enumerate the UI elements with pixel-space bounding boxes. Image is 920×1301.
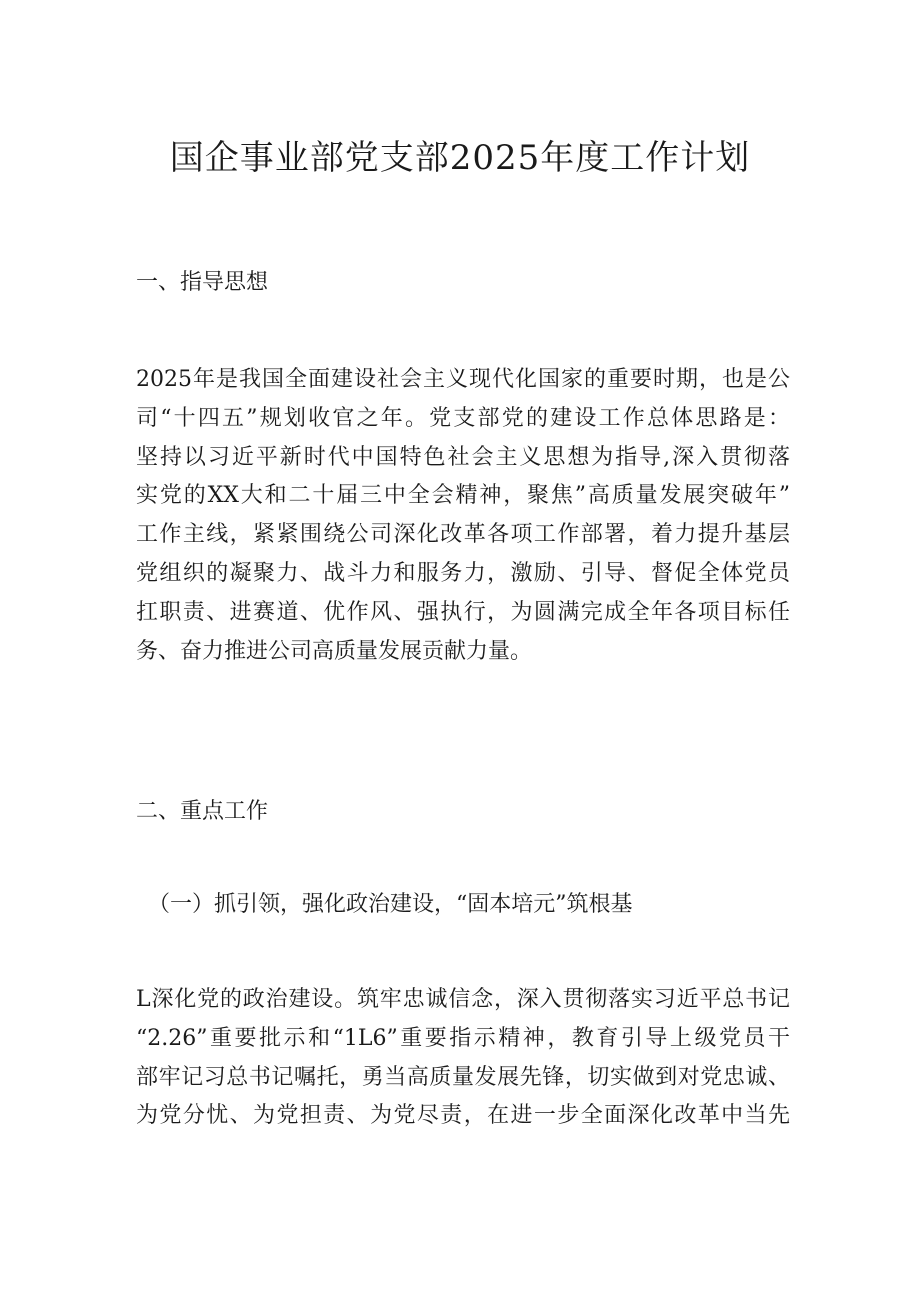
document-title: 国企事业部党支部2025年度工作计划 — [169, 138, 751, 178]
paragraph-line: 党组织的凝聚力、战斗力和服务力，激励、引导、督促全体党员 — [136, 560, 790, 586]
paragraph-line: 扛职责、进赛道、优作风、强执行，为圆满完成全年各项目标任 — [136, 599, 790, 625]
paragraph-line: 坚持以习近平新时代中国特色社会主义思想为指导,深入贯彻落 — [136, 444, 790, 470]
paragraph-line: 部牢记习总书记嘱托，勇当高质量发展先锋，切实做到对党忠诚、 — [136, 1064, 790, 1090]
paragraph-line: 务、奋力推进公司高质量发展贡献力量。 — [136, 638, 533, 664]
paragraph-line: 为党分忧、为党担责、为党尽责，在进一步全面深化改革中当先 — [136, 1103, 790, 1129]
paragraph-line: 2025年是我国全面建设社会主义现代化国家的重要时期，也是公 — [136, 367, 790, 392]
paragraph-line: L深化党的政治建设。筑牢忠诚信念，深入贯彻落实习近平总书记 — [136, 987, 790, 1012]
paragraph-guiding-ideology — [136, 361, 796, 671]
paragraph-political-building — [136, 981, 796, 1136]
section-heading-guiding-ideology: 一、指导思想 — [136, 270, 269, 295]
paragraph-line: “2.26”重要批示和“1L6”重要指示精神，教育引导上级党员干 — [136, 1025, 790, 1051]
subsection-heading-political-building: （一）抓引领，强化政治建设，“固本培元”筑根基 — [148, 892, 633, 917]
section-heading-key-work: 二、重点工作 — [136, 799, 269, 824]
paragraph-line: 司“十四五”规划收官之年。党支部党的建设工作总体思路是： — [136, 405, 790, 431]
paragraph-line: 工作主线，紧紧围绕公司深化改革各项工作部署，着力提升基层 — [136, 522, 790, 548]
paragraph-line: 实党的XX大和二十届三中全会精神，聚焦”高质量发展突破年” — [136, 483, 790, 509]
